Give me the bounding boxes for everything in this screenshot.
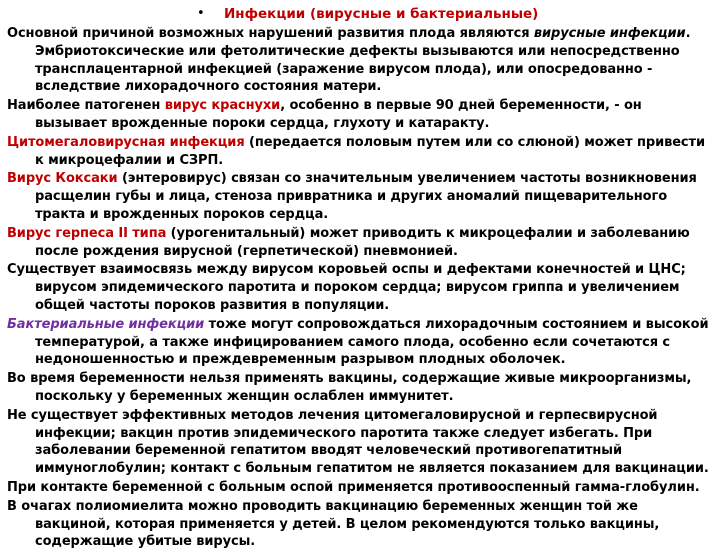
- slide-content: [7, 25, 715, 552]
- paragraph-text: тоже могут сопровождаться лихорадочным состоянием и высокой температурой, а также инфицированием самого плода, особенно если сочетаются с недоношенностью и преждевременным разрывом плодных оболочек.: [35, 316, 709, 368]
- paragraph-text: (передается половым путем или со слюной) может привести к микроцефалии и СЗРП.: [35, 134, 705, 168]
- paragraph-text: , особенно в первые 90 дней беременности, - он вызывает врожденные пороки сердца, глухоту и катаракту.: [35, 98, 642, 131]
- highlight-viral-infections: вирусные инфекции: [533, 26, 686, 41]
- highlight-rubella: вирус краснухи: [164, 98, 281, 114]
- paragraph-text: Наиболее патогенен: [7, 98, 165, 114]
- highlight-herpes: Вирус герпеса II типа: [7, 225, 167, 241]
- paragraph-coxsackie: [7, 170, 715, 223]
- paragraph-herpes: [7, 225, 715, 261]
- paragraph-bacterial: [7, 316, 715, 369]
- highlight-bacterial: Бактериальные инфекции: [7, 316, 205, 332]
- paragraph-viral-infections: [7, 25, 715, 96]
- paragraph-correlations: Существует взаимосвязь между вирусом коровьей оспы и дефектами конечностей и ЦНС; вирусом эпидемического паротита и пороком сердца; вирусом гриппа и увеличением общей частоты пороков развития в популяции.: [7, 262, 686, 313]
- paragraph-treatment: Не существует эффективных методов лечения цитомегаловирусной и герпесвирусной инфекции; вакцин против эпидемического паротита также следует избегать. При заболевании беременной гепатитом вводят человеческий противогепатитный иммуноглобулин; контакт с больным гепатитом не является показанием для вакцинации.: [7, 407, 709, 477]
- title-row: [0, 4, 720, 26]
- paragraph-text: (урогенитальный) может приводить к микроцефалии и заболеванию после рождения вирусной (герпетической) пневмонией.: [35, 225, 690, 259]
- paragraph-polio: В очагах полиомиелита можно проводить вакцинацию беременных женщин той же вакциной, которая применяется у детей. В целом рекомендуются только вакцины, содержащие убитые вирусы.: [7, 498, 660, 550]
- highlight-coxsackie: Вирус Коксаки: [7, 171, 118, 187]
- paragraph-text: Основной причиной возможных нарушений развития плода являются: [7, 26, 534, 41]
- slide-title: Инфекции (вирусные и бактериальные): [224, 6, 539, 22]
- highlight-cytomegalovirus: Цитомегаловирусная инфекция: [7, 134, 245, 150]
- paragraph-text: (энтеровирус) связан со значительным увеличением частоты возникновения расщелин губы и лица, стеноза привратника и других аномалий пищеварительного тракта и врожденных пороков сердца.: [35, 171, 697, 222]
- paragraph-cytomegalovirus: [7, 134, 715, 170]
- paragraph-rubella: [7, 97, 715, 133]
- paragraph-text: . Эмбриотоксические или фетолитические дефекты вызываются или непосредственно трансплацентарной инфекцией (заражение вирусом плода), или опосредованно - вследствие лихорадочного состояния матери.: [35, 26, 691, 95]
- paragraph-live-vaccines: Во время беременности нельзя применять вакцины, содержащие живые микроорганизмы, поскольку у беременных женщин ослаблен иммунитет.: [7, 371, 692, 404]
- paragraph-smallpox: При контакте беременной с больным оспой применяется противооспенный гамма-глобулин.: [7, 479, 700, 495]
- title-bullet: •: [197, 6, 205, 21]
